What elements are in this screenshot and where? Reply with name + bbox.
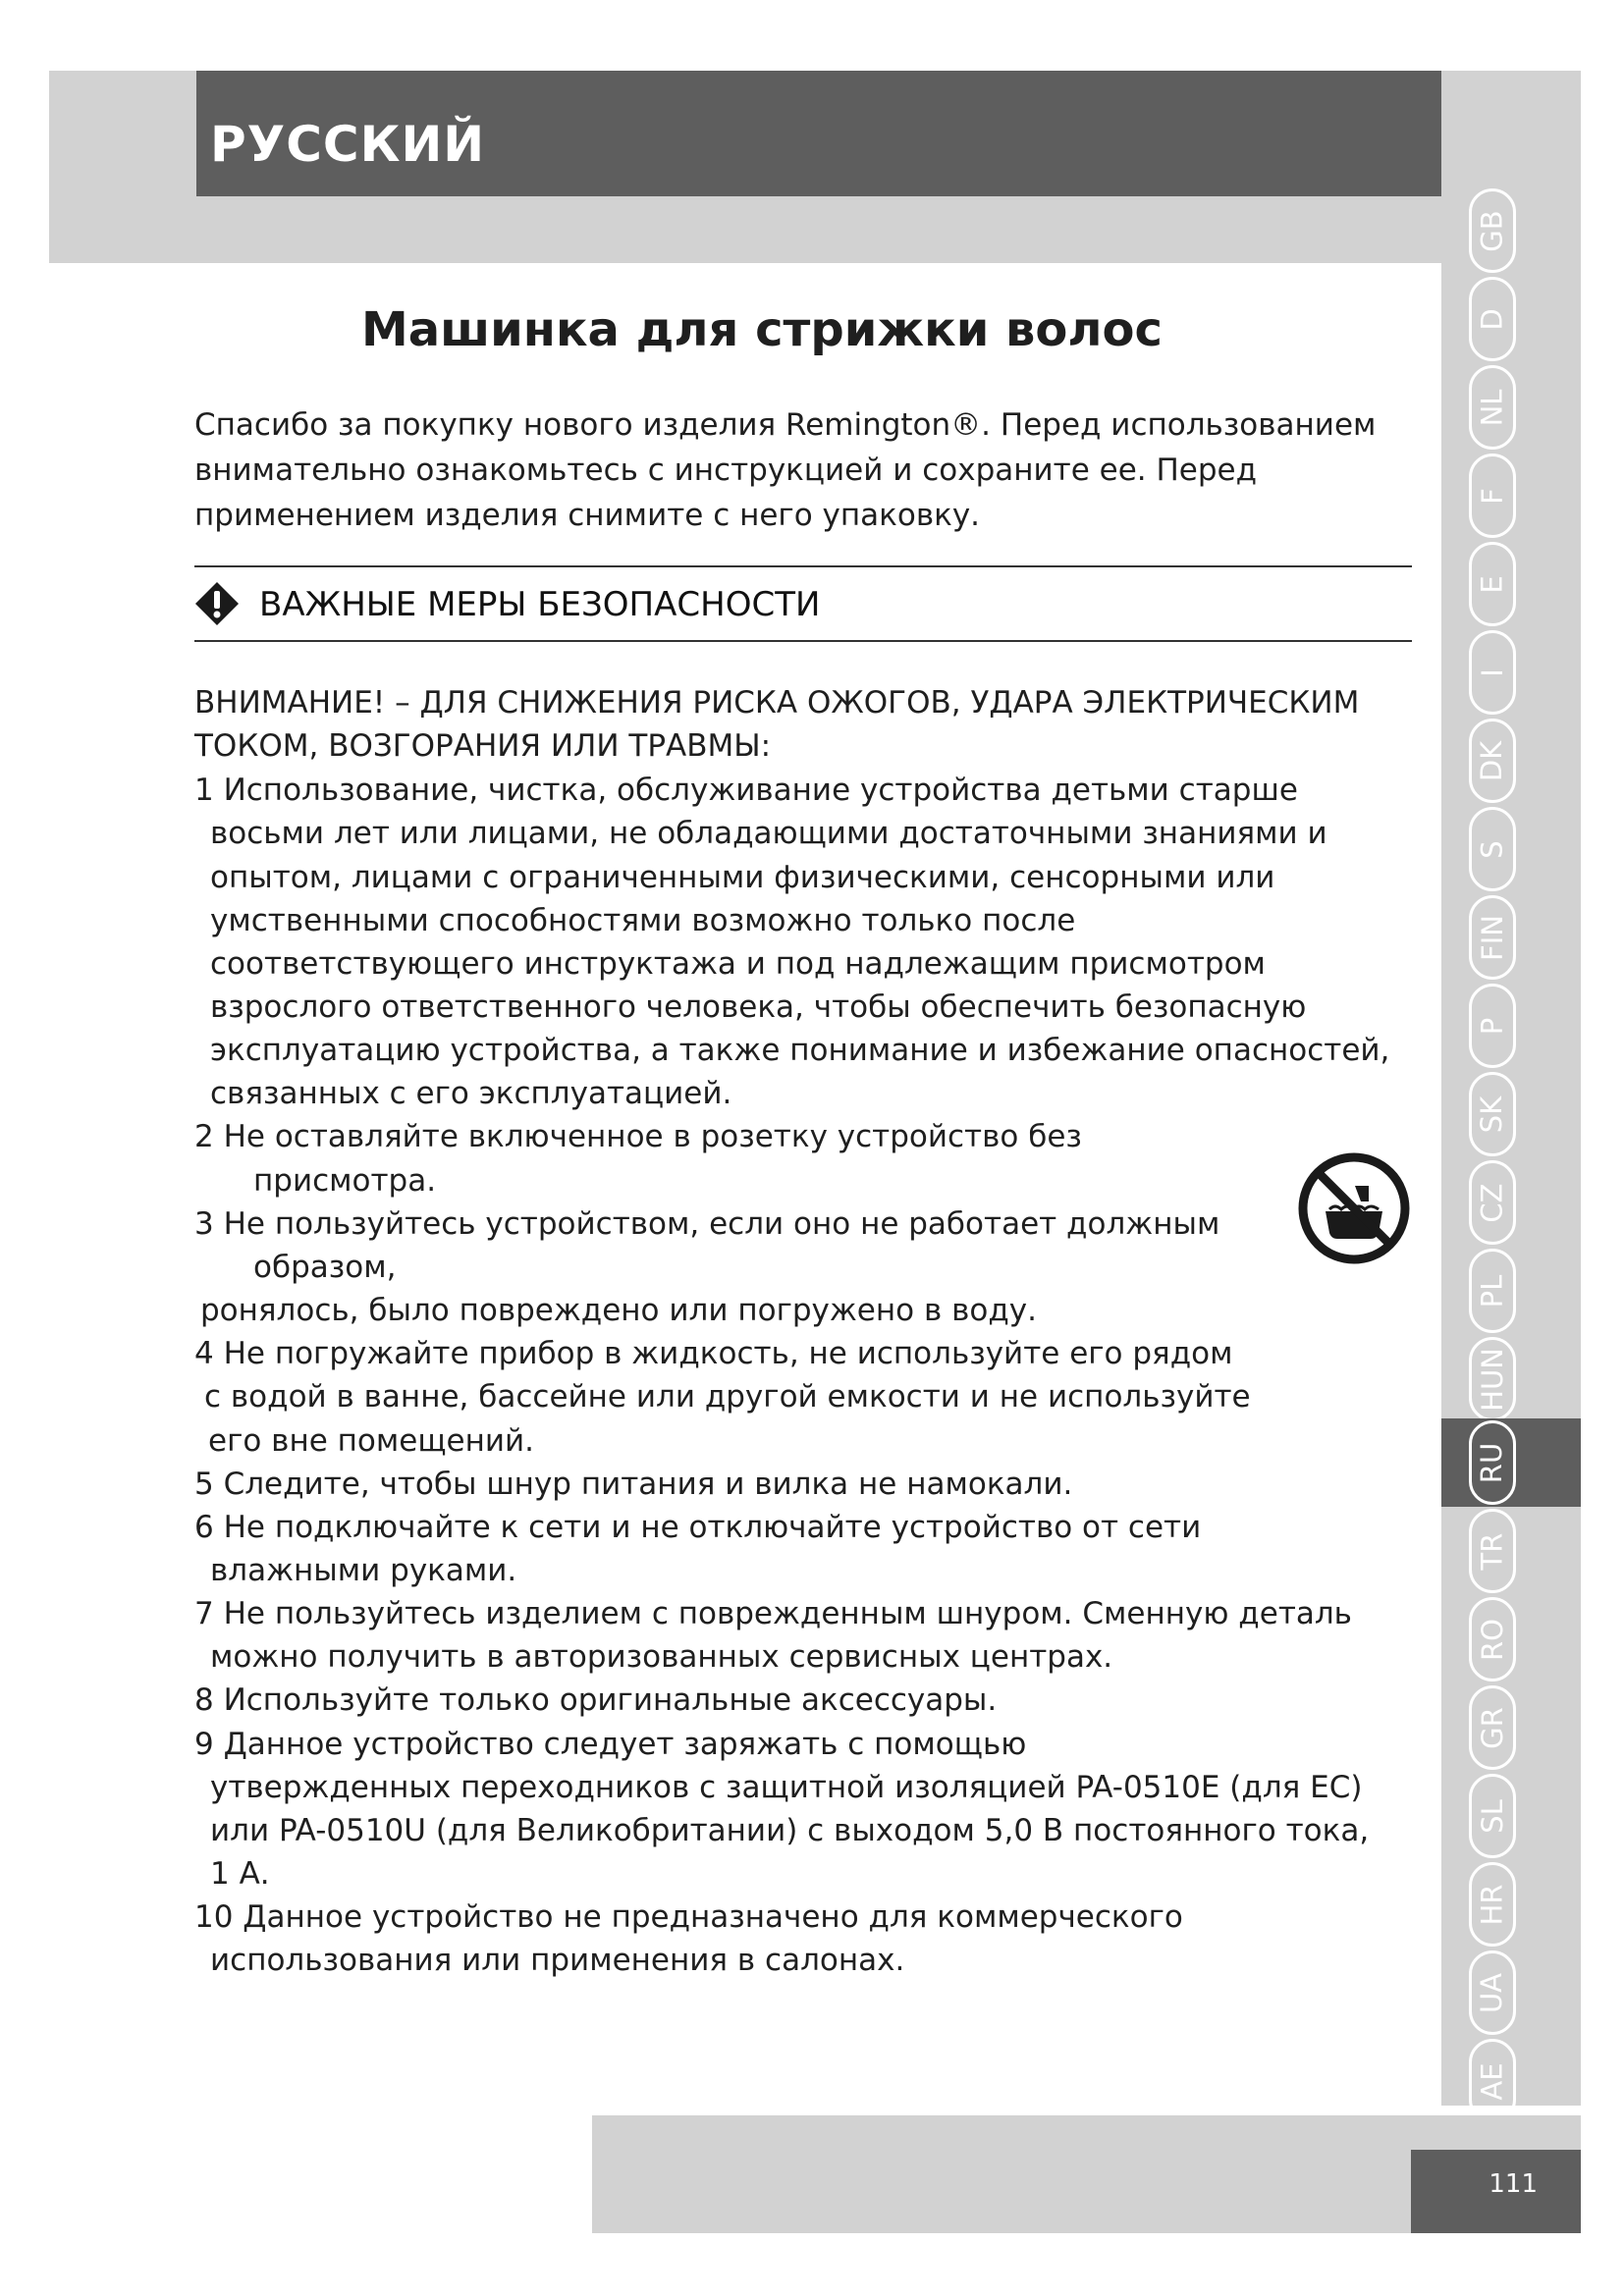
safety-line: 9 Данное устройство следует заряжать с помощью xyxy=(194,1727,1027,1762)
language-code: E xyxy=(1475,574,1509,594)
language-tab-ro[interactable] xyxy=(1441,1595,1581,1683)
language-code: NL xyxy=(1475,389,1509,426)
language-tab-d[interactable] xyxy=(1441,275,1581,363)
divider-top xyxy=(194,565,1412,567)
safety-line: влажными руками. xyxy=(210,1553,517,1588)
language-tab-ru[interactable] xyxy=(1441,1418,1581,1507)
language-tab-p[interactable] xyxy=(1441,982,1581,1070)
language-badge xyxy=(1469,1420,1516,1505)
safety-line: ронялось, было повреждено или погружено в воду. xyxy=(200,1293,1037,1328)
language-badge xyxy=(1469,188,1516,273)
safety-line: 8 Используйте только оригинальные аксессуары. xyxy=(194,1682,998,1718)
language-title: РУССКИЙ xyxy=(210,116,486,173)
language-code: UA xyxy=(1475,1972,1509,2013)
safety-line: 1 Использование, чистка, обслуживание устройства детьми старше xyxy=(194,773,1298,808)
language-badge xyxy=(1469,984,1516,1068)
page-number-box xyxy=(1411,2150,1581,2233)
language-code: RO xyxy=(1475,1618,1509,1661)
language-tab-f[interactable] xyxy=(1441,452,1581,540)
language-code: GR xyxy=(1475,1706,1509,1749)
language-badge xyxy=(1469,1774,1516,1858)
language-code: CZ xyxy=(1475,1182,1509,1223)
safety-line: использования или применения в салонах. xyxy=(210,1943,905,1978)
language-badge xyxy=(1469,895,1516,980)
language-code: SK xyxy=(1475,1095,1509,1133)
language-code: PL xyxy=(1475,1274,1509,1308)
language-badge xyxy=(1469,365,1516,450)
language-tab-nl[interactable] xyxy=(1441,363,1581,452)
intro-paragraph: Спасибо за покупку нового изделия Remington®. Перед использованием внимательно ознакомьтесь с инструкцией и сохраните ее. Перед применением изделия снимите с него упаковку. xyxy=(194,407,1377,533)
safety-line: 2 Не оставляйте включенное в розетку устройство без xyxy=(194,1119,1082,1154)
language-badge xyxy=(1469,1337,1516,1421)
safety-line: соответствующего инструктажа и под надлежащим присмотром xyxy=(210,946,1266,982)
safety-line: опытом, лицами с ограниченными физическими, сенсорными или xyxy=(210,860,1275,895)
warning-diamond-icon xyxy=(194,581,240,626)
safety-line: умственными способностями возможно только после xyxy=(210,903,1076,938)
safety-line: связанных с его эксплуатацией. xyxy=(210,1076,732,1111)
language-badge xyxy=(1469,454,1516,538)
language-badge xyxy=(1469,807,1516,891)
language-code: TR xyxy=(1475,1532,1509,1570)
page-title: Машинка для стрижки волос xyxy=(361,302,1163,357)
language-tab-i[interactable] xyxy=(1441,628,1581,717)
warning-text: ВНИМАНИЕ! – ДЛЯ СНИЖЕНИЯ РИСКА ОЖОГОВ, УДАРА ЭЛЕКТРИЧЕСКИМ ТОКОМ, ВОЗГОРАНИЯ ИЛИ ТРАВМЫ: xyxy=(194,685,1360,764)
language-code: S xyxy=(1475,839,1509,859)
language-code: P xyxy=(1475,1017,1509,1035)
safety-title: ВАЖНЫЕ МЕРЫ БЕЗОПАСНОСТИ xyxy=(259,585,821,624)
language-code: GB xyxy=(1475,209,1509,252)
language-badge xyxy=(1469,630,1516,715)
language-badge xyxy=(1469,1509,1516,1593)
language-tab-ae[interactable] xyxy=(1441,2037,1581,2125)
safety-line: взрослого ответственного человека, чтобы обеспечить безопасную xyxy=(210,989,1307,1025)
language-code: I xyxy=(1475,667,1509,677)
safety-line: 6 Не подключайте к сети и не отключайте устройство от сети xyxy=(194,1510,1202,1545)
language-tab-pl[interactable] xyxy=(1441,1247,1581,1335)
language-badge xyxy=(1469,1685,1516,1770)
language-tab-ua[interactable] xyxy=(1441,1949,1581,2037)
language-code: AE xyxy=(1475,2061,1509,2101)
safety-line: 4 Не погружайте прибор в жидкость, не используйте его рядом xyxy=(194,1336,1233,1371)
language-header xyxy=(196,71,1441,196)
page-number: 111 xyxy=(1489,2169,1538,2199)
language-badge xyxy=(1469,542,1516,626)
language-code: F xyxy=(1475,487,1509,505)
language-tab-hun[interactable] xyxy=(1441,1335,1581,1423)
safety-line: утвержденных переходников с защитной изоляцией PA-0510E (для ЕС) xyxy=(210,1770,1363,1805)
language-tab-e[interactable] xyxy=(1441,540,1581,628)
safety-line: образом, xyxy=(253,1250,397,1285)
language-tab-s[interactable] xyxy=(1441,805,1581,893)
language-code: SL xyxy=(1475,1798,1509,1834)
language-code: RU xyxy=(1475,1442,1509,1483)
language-tab-sl[interactable] xyxy=(1441,1772,1581,1860)
language-code: HR xyxy=(1475,1884,1509,1925)
safety-line: 3 Не пользуйтесь устройством, если оно не работает должным xyxy=(194,1206,1220,1242)
language-code: FIN xyxy=(1475,914,1509,961)
language-tab-hr[interactable] xyxy=(1441,1860,1581,1949)
safety-line: с водой в ванне, бассейне или другой емкости и не используйте xyxy=(204,1379,1251,1415)
safety-line: 7 Не пользуйтесь изделием с поврежденным шнуром. Сменную деталь xyxy=(194,1596,1352,1631)
language-tab-sk[interactable] xyxy=(1441,1070,1581,1158)
safety-line: или PA-0510U (для Великобритании) с выходом 5,0 В постоянного тока, xyxy=(210,1813,1370,1848)
safety-line: 10 Данное устройство не предназначено для коммерческого xyxy=(194,1899,1183,1935)
no-bath-use-icon xyxy=(1296,1150,1412,1266)
language-tab-gb[interactable] xyxy=(1441,187,1581,275)
language-code: HUN xyxy=(1475,1347,1509,1412)
safety-line: эксплуатацию устройства, а также понимание и избежание опасностей, xyxy=(210,1033,1390,1068)
safety-line: 1 А. xyxy=(210,1856,270,1892)
language-badge xyxy=(1469,1072,1516,1156)
language-badge xyxy=(1469,1597,1516,1682)
language-tab-gr[interactable] xyxy=(1441,1683,1581,1772)
safety-line: восьми лет или лицами, не обладающими достаточными знаниями и xyxy=(210,816,1327,851)
safety-line: можно получить в авторизованных сервисных центрах. xyxy=(210,1639,1113,1675)
language-badge xyxy=(1469,1249,1516,1333)
safety-line: 5 Следите, чтобы шнур питания и вилка не намокали. xyxy=(194,1467,1073,1502)
language-badge xyxy=(1469,2039,1516,2123)
divider-bottom xyxy=(194,640,1412,642)
language-badge xyxy=(1469,1160,1516,1245)
language-tab-fin[interactable] xyxy=(1441,893,1581,982)
language-tab-cz[interactable] xyxy=(1441,1158,1581,1247)
language-tab-dk[interactable] xyxy=(1441,717,1581,805)
language-tab-tr[interactable] xyxy=(1441,1507,1581,1595)
language-code: D xyxy=(1475,307,1509,331)
language-badge xyxy=(1469,719,1516,803)
language-badge xyxy=(1469,1950,1516,2035)
safety-heading xyxy=(194,579,1412,634)
language-code: DK xyxy=(1475,740,1509,781)
safety-line: присмотра. xyxy=(253,1163,437,1199)
language-badge xyxy=(1469,277,1516,361)
safety-line: его вне помещений. xyxy=(208,1423,535,1459)
language-badge xyxy=(1469,1862,1516,1947)
